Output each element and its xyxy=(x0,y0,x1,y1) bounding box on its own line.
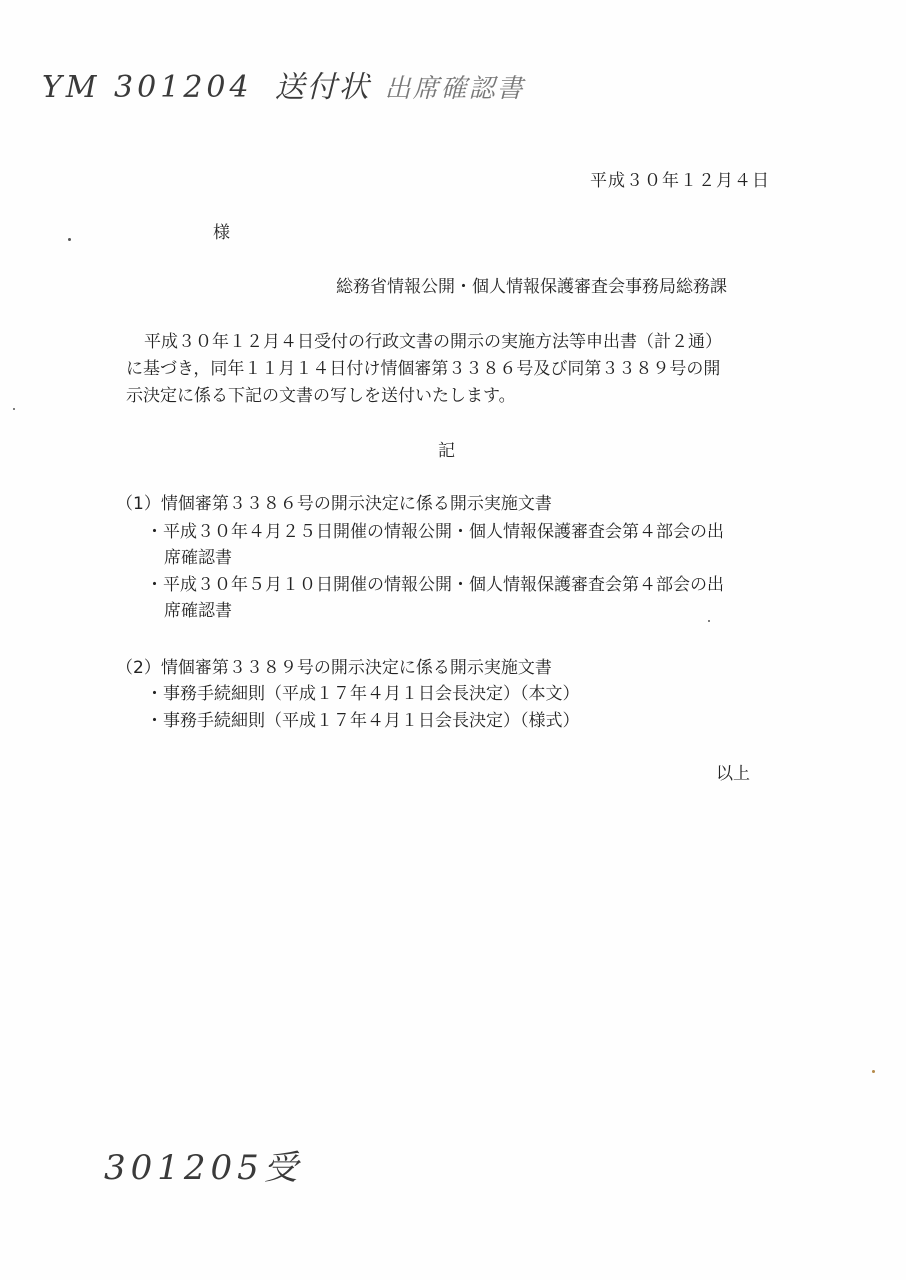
letter-date: 平成３０年１２月４日 xyxy=(590,171,770,191)
scan-speck xyxy=(872,1070,875,1073)
body-line-2: に基づき，同年１１月１４日付け情個審第３３８６号及び同第３３８９号の開 xyxy=(126,359,721,379)
handwritten-doc-type: 送付状 xyxy=(274,70,371,105)
body-line-1: 平成３０年１２月４日受付の行政文書の開示の実施方法等申出書（計２通） xyxy=(144,332,722,352)
handwritten-file-code: YM 301204 xyxy=(42,70,253,105)
sender-office: 総務省情報公開・個人情報保護審査会事務局総務課 xyxy=(336,277,727,297)
section-1-item-2-line-1: ・平成３０年５月１０日開催の情報公開・個人情報保護審査会第４部会の出 xyxy=(146,575,724,595)
section-1-item-2-line-2: 席確認書 xyxy=(164,601,232,621)
handwritten-received-stamp: 301205受 xyxy=(104,1148,303,1188)
notation-heading: 記 xyxy=(438,441,455,461)
scan-speck xyxy=(708,620,710,622)
addressee-honorific: 様 xyxy=(213,223,230,243)
section-2-item-2: ・事務手続細則（平成１７年４月１日会長決定）（様式） xyxy=(146,711,580,731)
scan-speck xyxy=(68,238,71,241)
scan-speck xyxy=(13,408,15,410)
body-line-3: 示決定に係る下記の文書の写しを送付いたします。 xyxy=(126,386,516,406)
handwritten-file-note xyxy=(42,62,525,106)
section-2-item-1: ・事務手続細則（平成１７年４月１日会長決定）（本文） xyxy=(146,684,580,704)
section-2-heading: （2）情個審第３３８９号の開示決定に係る開示実施文書 xyxy=(116,658,552,678)
section-1-item-1-line-2: 席確認書 xyxy=(164,548,232,568)
handwritten-doc-note: 出席確認書 xyxy=(384,74,525,104)
section-1-heading: （1）情個審第３３８６号の開示決定に係る開示実施文書 xyxy=(116,494,552,514)
section-1-item-1-line-1: ・平成３０年４月２５日開催の情報公開・個人情報保護審査会第４部会の出 xyxy=(146,522,724,542)
closing-ijou: 以上 xyxy=(716,764,750,784)
